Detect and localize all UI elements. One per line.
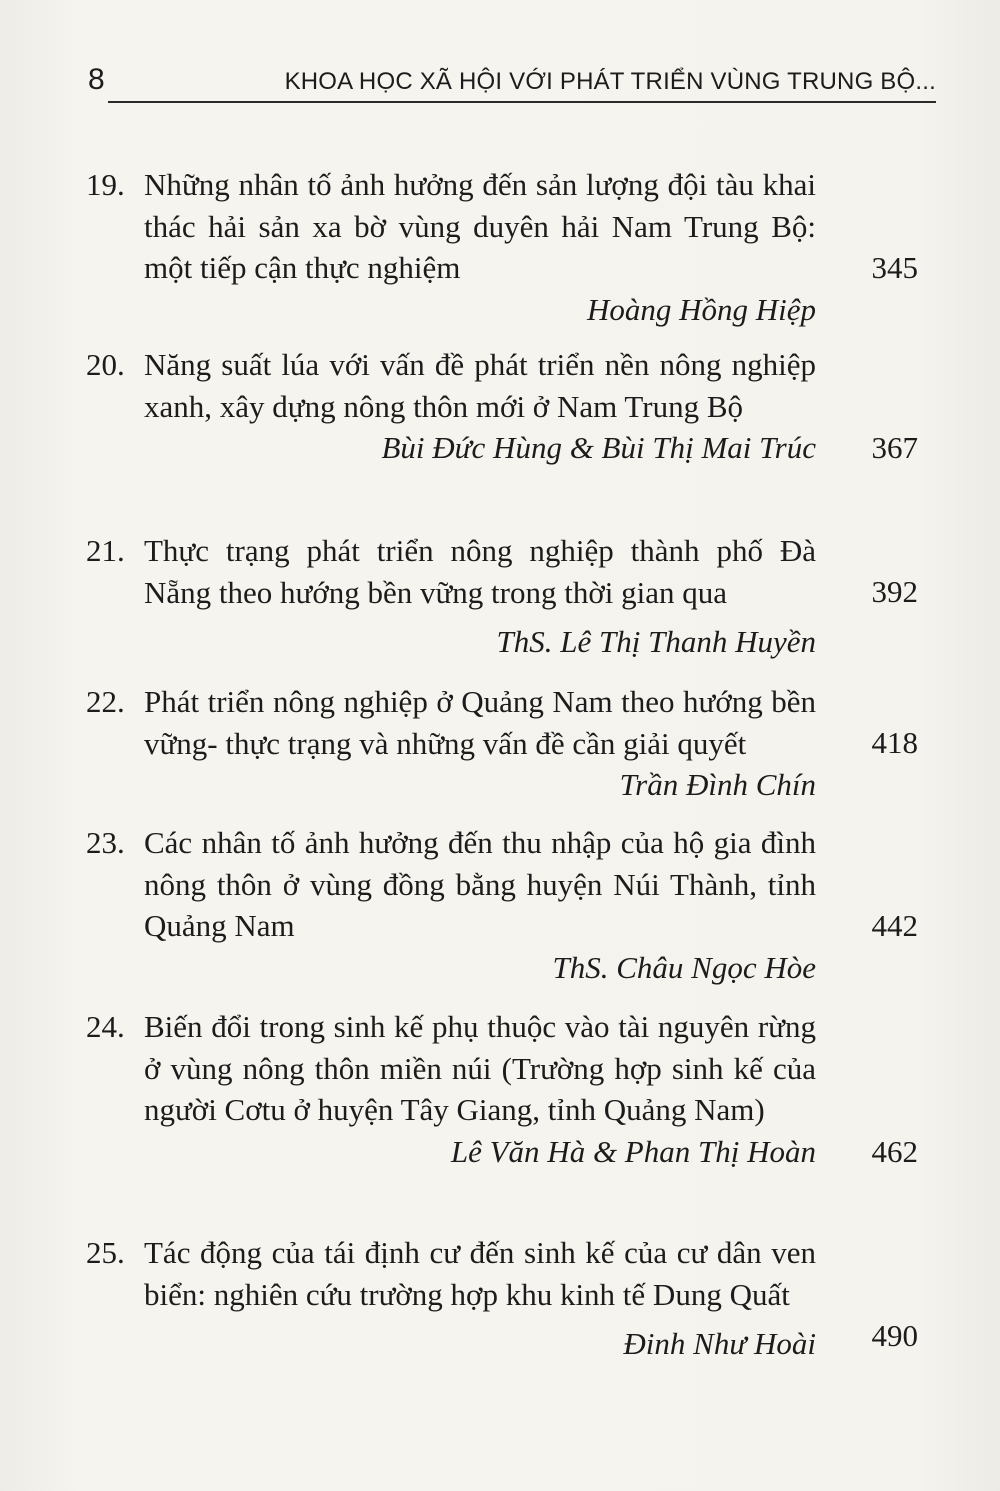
entry-author: Hoàng Hồng Hiệp <box>586 291 816 327</box>
entry-title: Biến đổi trong sinh kế phụ thuộc vào tài nguyên rừng ở vùng nông thôn miền núi (Trường hợp sinh kế của người Cơtu ở huyện Tây Giang, tỉnh Quảng Nam) <box>144 1009 816 1127</box>
toc-entry <box>86 1232 926 1365</box>
entry-page-number: 345 <box>871 250 918 285</box>
entry-page-number: 392 <box>871 574 918 609</box>
entry-title: Phát triển nông nghiệp ở Quảng Nam theo hướng bền vững- thực trạng và những vấn đề cần giải quyết <box>144 684 816 761</box>
entry-number: 21. <box>86 533 125 568</box>
entry-title-block <box>86 344 816 427</box>
entry-title: Năng suất lúa với vấn đề phát triển nền nông nghiệp xanh, xây dựng nông thôn mới ở Nam Trung Bộ <box>144 347 816 424</box>
toc-entry <box>86 822 926 988</box>
entry-title: Các nhân tố ảnh hưởng đến thu nhập của hộ gia đình nông thôn ở vùng đồng bằng huyện Núi Thành, tỉnh Quảng Nam <box>144 825 816 943</box>
entry-number: 22. <box>86 684 125 719</box>
entry-author: Bùi Đức Hùng & Bùi Thị Mai Trúc <box>381 430 816 465</box>
entry-page-number: 490 <box>871 1318 918 1353</box>
entry-author: Trần Đình Chín <box>619 767 816 802</box>
entry-page-number: 442 <box>871 908 918 943</box>
toc-entry <box>86 681 926 806</box>
entry-number: 25. <box>86 1235 125 1270</box>
entry-author: Đinh Như Hoài <box>623 1326 816 1361</box>
running-title: KHOA HỌC XÃ HỘI VỚI PHÁT TRIỂN VÙNG TRUNG BỘ... <box>284 68 936 95</box>
toc-entry <box>86 164 926 330</box>
entry-title-block <box>86 822 816 947</box>
entry-page-number: 418 <box>871 725 918 760</box>
entry-title: Những nhân tố ảnh hưởng đến sản lượng đội tàu khai thác hải sản xa bờ vùng duyên hải Nam Trung Bộ: một tiếp cận thực nghiệm <box>144 167 816 285</box>
toc-entry <box>86 344 926 469</box>
entry-author: Lê Văn Hà & Phan Thị Hoàn <box>450 1133 816 1169</box>
entry-number: 24. <box>86 1009 125 1044</box>
entry-number: 20. <box>86 347 125 382</box>
entry-title-block <box>86 1006 816 1131</box>
toc-entry <box>86 1006 926 1172</box>
entry-title-block <box>86 530 816 613</box>
entry-author: ThS. Lê Thị Thanh Huyền <box>496 624 816 659</box>
toc-entry <box>86 530 926 663</box>
page-number: 8 <box>88 63 105 96</box>
entry-page-number: 367 <box>871 430 918 465</box>
entry-page-number: 462 <box>871 1134 918 1169</box>
entry-title-block <box>86 681 816 764</box>
entry-title-block <box>86 1232 816 1315</box>
entry-number: 23. <box>86 825 125 860</box>
entry-title-block <box>86 164 816 289</box>
entry-title: Tác động của tái định cư đến sinh kế của cư dân ven biển: nghiên cứu trường hợp khu kinh tế Dung Quất <box>144 1235 816 1312</box>
entry-title: Thực trạng phát triển nông nghiệp thành phố Đà Nẵng theo hướng bền vững trong thời gian qua <box>144 533 816 610</box>
entry-number: 19. <box>86 167 125 202</box>
entry-author: ThS. Châu Ngọc Hòe <box>552 949 816 985</box>
